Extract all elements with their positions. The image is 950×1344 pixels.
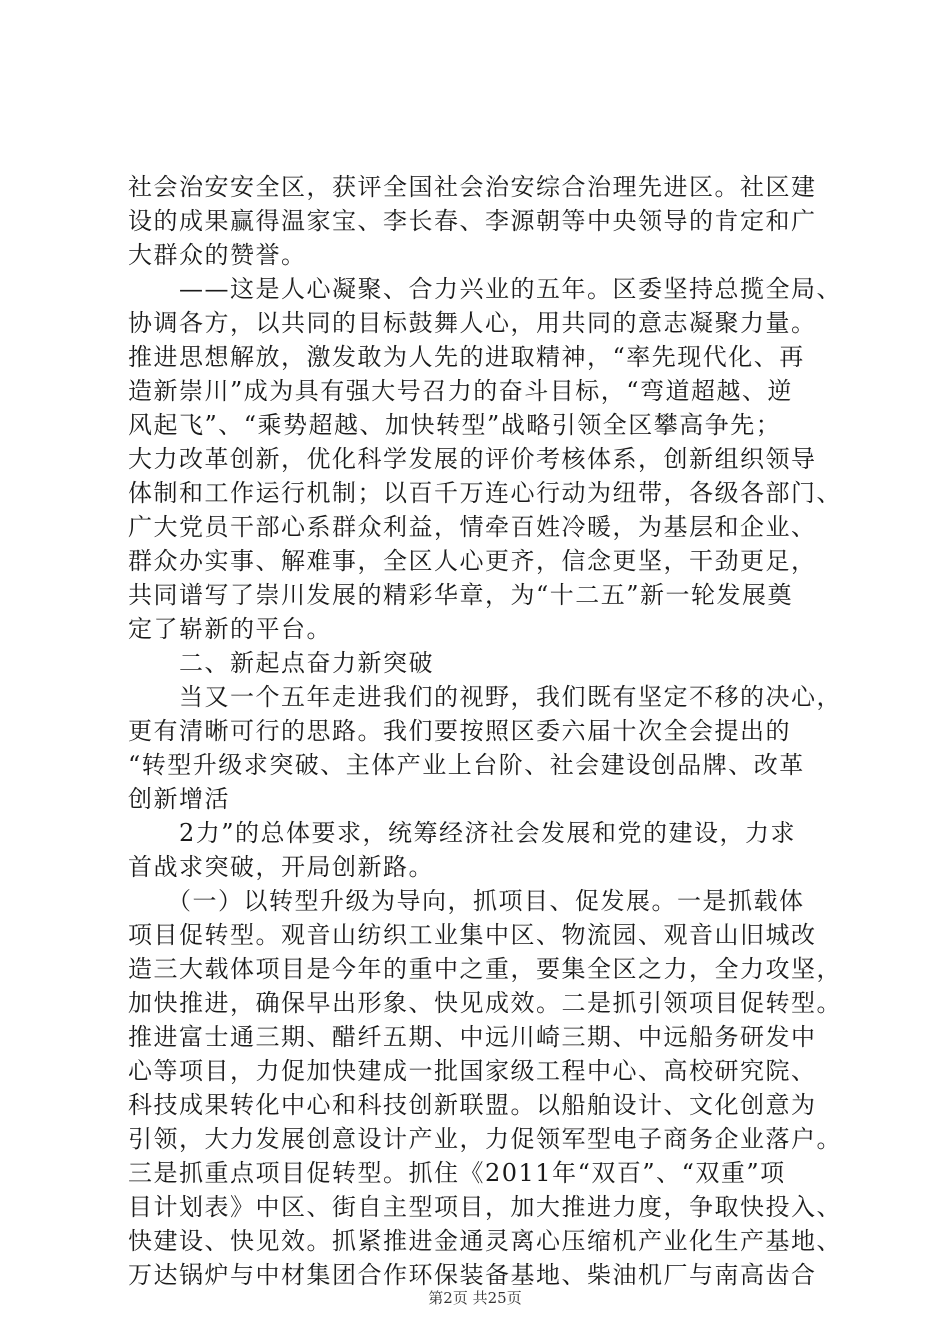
page-number-label: 第2页 共25页: [428, 1289, 522, 1307]
text-line: 心等项目，力促加快建成一批国家级工程中心、高校研究院、: [128, 1057, 817, 1085]
text-line: 广大党员干部心系群众利益，情牵百姓冷暖，为基层和企业、: [128, 513, 817, 541]
text-line: 推进思想解放，激发敢为人先的进取精神，“率先现代化、再: [128, 343, 805, 371]
text-line: 造新崇川”成为具有强大号召力的奋斗目标，“弯道超越、逆: [128, 377, 794, 405]
text-line: 三是抓重点项目促转型。抓住《2011年“双百”、“双重”项: [128, 1159, 786, 1187]
text-line: ——这是人心凝聚、合力兴业的五年。区委坚持总揽全局、: [128, 275, 842, 303]
document-body: [128, 170, 842, 1292]
text-line: “转型升级求突破、主体产业上台阶、社会建设创品牌、改革: [128, 751, 805, 779]
text-line: 创新增活: [128, 785, 230, 813]
page-footer: [0, 1288, 950, 1308]
text-line: 当又一个五年走进我们的视野，我们既有坚定不移的决心，: [128, 683, 842, 711]
text-line: 风起飞”、“乘势超越、加快转型”战略引领全区攀高争先；: [128, 411, 782, 439]
text-line: 目计划表》中区、街自主型项目，加大推进力度，争取快投入、: [128, 1193, 842, 1221]
text-line: 2力”的总体要求，统筹经济社会发展和党的建设，力求: [128, 819, 797, 847]
text-line: 更有清晰可行的思路。我们要按照区委六届十次全会提出的: [128, 717, 791, 745]
text-line: 社会治安安全区，获评全国社会治安综合治理先进区。社区建: [128, 173, 817, 201]
text-line: 快建设、快见效。抓紧推进金通灵离心压缩机产业化生产基地、: [128, 1227, 842, 1255]
text-line: 共同谱写了崇川发展的精彩华章，为“十二五”新一轮发展奠: [128, 581, 794, 609]
text-line: 体制和工作运行机制；以百千万连心行动为纽带，各级各部门、: [128, 479, 842, 507]
text-line: 定了崭新的平台。: [128, 615, 332, 643]
text-line: 大力改革创新，优化科学发展的评价考核体系，创新组织领导: [128, 445, 817, 473]
text-line: 群众办实事、解难事，全区人心更齐，信念更坚，干劲更足，: [128, 547, 817, 575]
text-line: 协调各方，以共同的目标鼓舞人心，用共同的意志凝聚力量。: [128, 309, 817, 337]
section-heading: 二、新起点奋力新突破: [128, 649, 434, 677]
text-line: 推进富士通三期、醋纤五期、中远川崎三期、中远船务研发中: [128, 1023, 817, 1051]
text-line: 引领，大力发展创意设计产业，力促领军型电子商务企业落户。: [128, 1125, 842, 1153]
text-line: 万达锅炉与中材集团合作环保装备基地、柴油机厂与南高齿合: [128, 1261, 817, 1289]
text-line: 项目促转型。观音山纺织工业集中区、物流园、观音山旧城改: [128, 921, 817, 949]
text-line: （一）以转型升级为导向，抓项目、促发展。一是抓载体: [128, 887, 805, 915]
text-line: 科技成果转化中心和科技创新联盟。以船舶设计、文化创意为: [128, 1091, 817, 1119]
text-line: 首战求突破，开局创新路。: [128, 853, 434, 881]
text-line: 设的成果赢得温家宝、李长春、李源朝等中央领导的肯定和广: [128, 207, 817, 235]
text-line: 加快推进，确保早出形象、快见成效。二是抓引领项目促转型。: [128, 989, 842, 1017]
text-line: 造三大载体项目是今年的重中之重，要集全区之力，全力攻坚，: [128, 955, 842, 983]
text-line: 大群众的赞誉。: [128, 241, 307, 269]
